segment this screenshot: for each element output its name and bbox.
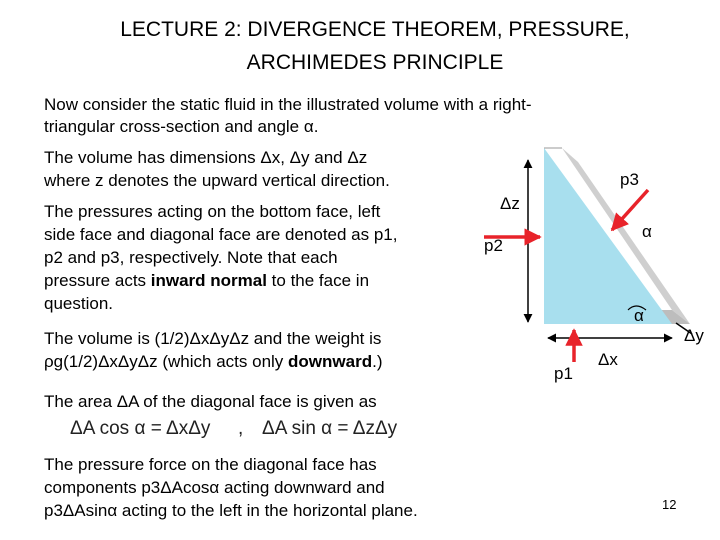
force-line-2: components p3ΔAcosα acting downward and bbox=[44, 478, 385, 497]
label-alpha-top: α bbox=[642, 222, 652, 241]
pressures-line-4-a: pressure acts bbox=[44, 271, 151, 290]
label-alpha-bottom: α bbox=[634, 306, 644, 325]
label-dy: Δy bbox=[684, 326, 704, 345]
equation-sin: ΔA sin α = ΔzΔy bbox=[262, 418, 398, 439]
dimensions-line-1: The volume has dimensions Δx, Δy and Δz bbox=[44, 148, 368, 167]
pressures-line-4-c: to the face in bbox=[266, 271, 370, 290]
force-line-1: The pressure force on the diagonal face has bbox=[44, 455, 377, 474]
label-dx: Δx bbox=[598, 350, 618, 369]
pressures-line-1: The pressures acting on the bottom face, left bbox=[44, 202, 381, 221]
prism-front-face bbox=[544, 148, 672, 324]
title-line-2: ARCHIMEDES PRINCIPLE bbox=[246, 51, 504, 74]
downward-emphasis: downward bbox=[288, 352, 373, 371]
dimensions-line-2: where z denotes the upward vertical direction. bbox=[44, 171, 390, 190]
intro-line-2: triangular cross-section and angle α. bbox=[44, 117, 319, 136]
force-line-3: p3ΔAsinα acting to the left in the horizontal plane. bbox=[44, 501, 418, 520]
volume-line-1: The volume is (1/2)ΔxΔyΔz and the weight is bbox=[44, 329, 382, 348]
equation-cos: ΔA cos α = ΔxΔy bbox=[70, 418, 211, 439]
volume-line-2-a: ρg(1/2)ΔxΔyΔz (which acts only bbox=[44, 352, 289, 371]
pressures-line-2: side face and diagonal face are denoted as p1, bbox=[44, 225, 398, 244]
label-p2: p2 bbox=[484, 236, 503, 255]
title-line-1: LECTURE 2: DIVERGENCE THEOREM, PRESSURE, bbox=[120, 18, 630, 41]
label-p1: p1 bbox=[554, 364, 573, 383]
label-dz: Δz bbox=[500, 194, 520, 213]
area-line-1: The area ΔA of the diagonal face is given as bbox=[44, 392, 377, 411]
equation-separator: , bbox=[238, 418, 244, 439]
inward-normal-emphasis: inward normal bbox=[150, 271, 267, 290]
pressures-line-3: p2 and p3, respectively. Note that each bbox=[44, 248, 338, 267]
volume-line-2-c: .) bbox=[372, 352, 383, 371]
intro-line-1: Now consider the static fluid in the illustrated volume with a right- bbox=[44, 95, 532, 114]
page-number: 12 bbox=[662, 497, 677, 512]
label-p3: p3 bbox=[620, 170, 639, 189]
pressures-line-5: question. bbox=[44, 294, 113, 313]
